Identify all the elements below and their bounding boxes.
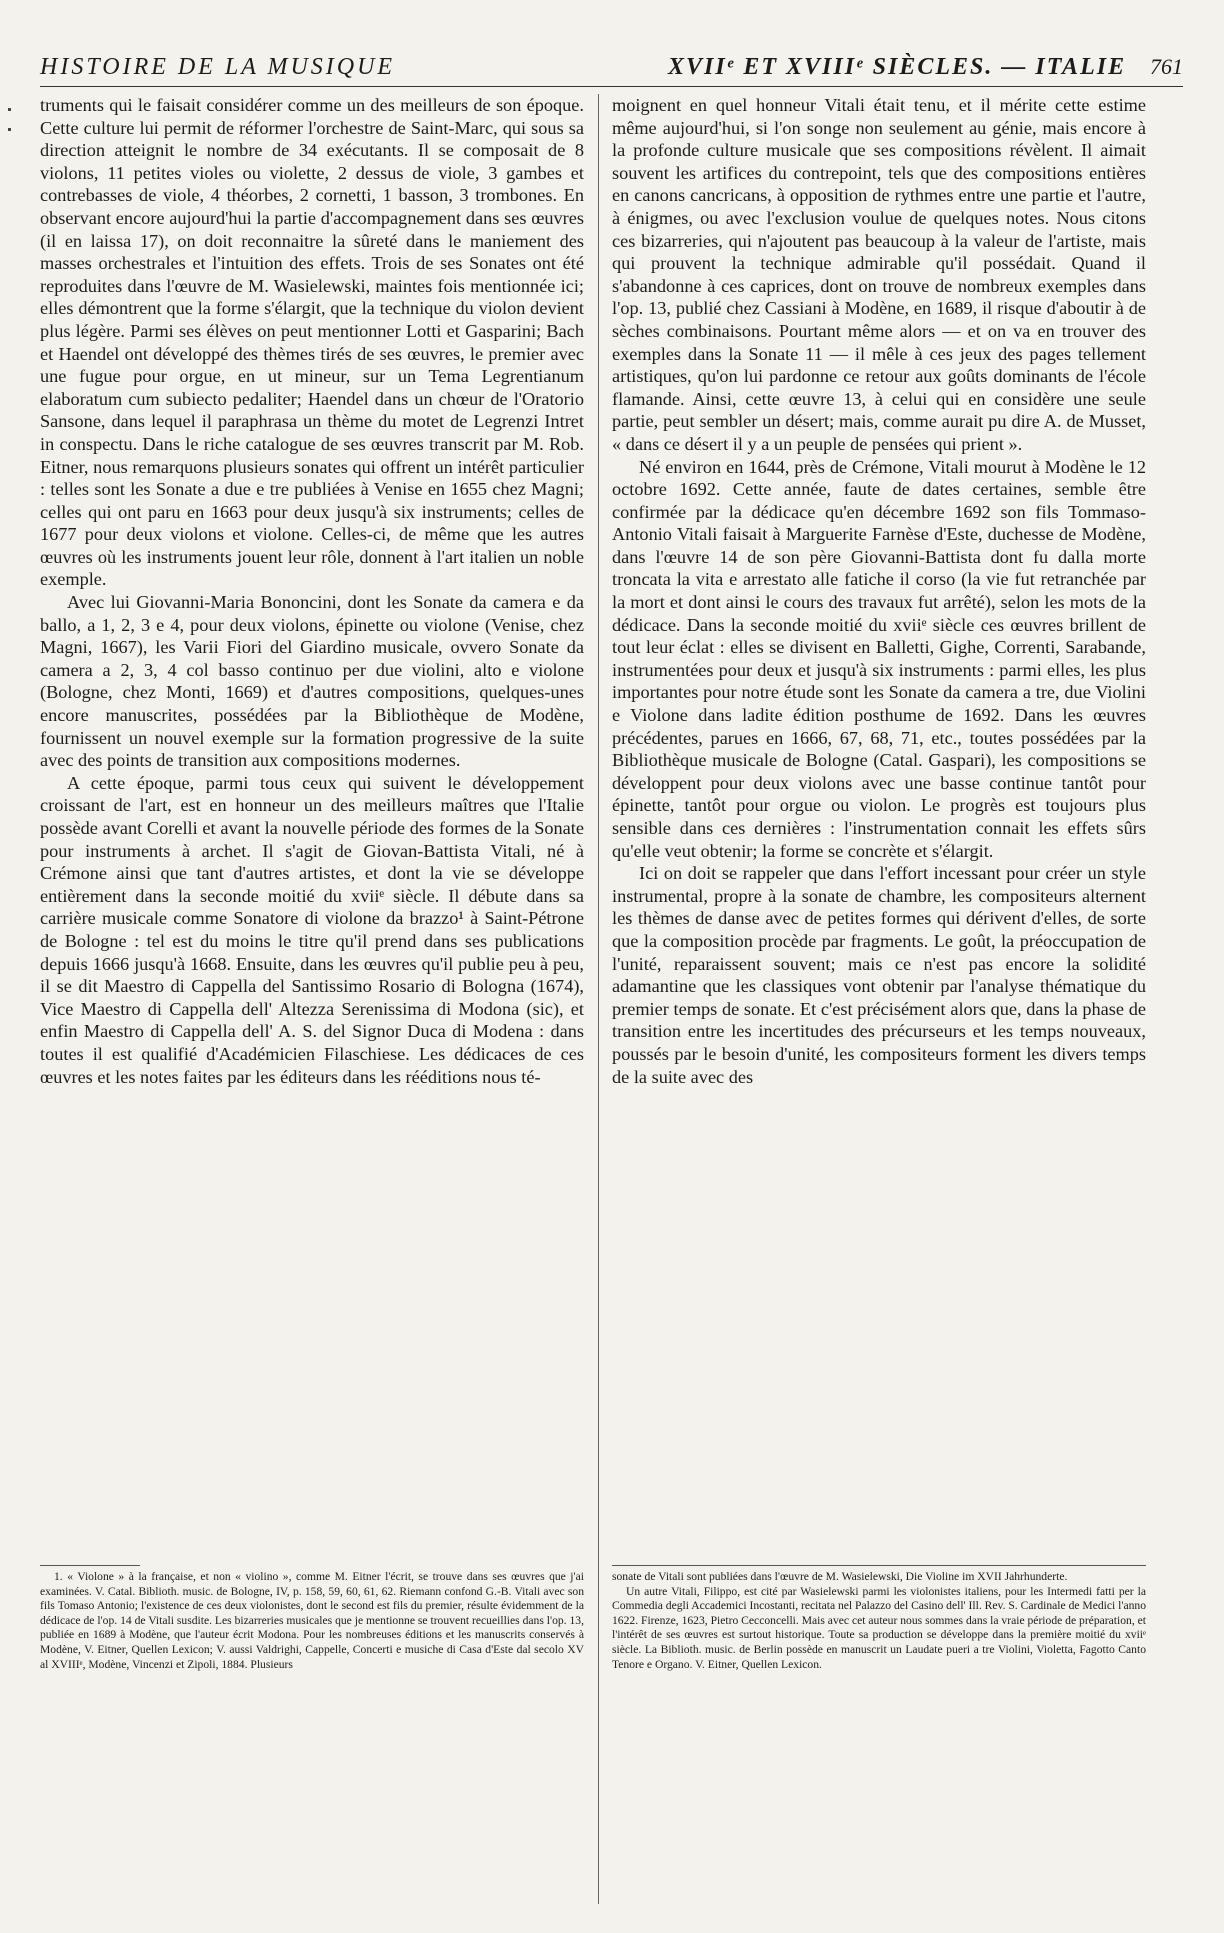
left-column — [40, 94, 584, 1088]
footnote-rule — [40, 1565, 140, 1566]
column-divider — [598, 94, 599, 1904]
paragraph: moignent en quel honneur Vitali était tenu, et il mérite cette estime même aujourd'hui, si l'on songe non seulement au génie, mais encore à la profonde culture musicale que ses compositions révèlent. Il aimait souvent les artifices du contrepoint, tels que des compositions entières en canons cancricans, à opposition de rythmes entre une partie et l'autre, à énigmes, ou avec l'exclusion voulue de quelques notes. Nous citons ces bizarreries, qui n'ajoutent pas beaucoup à la valeur de l'artiste, mais qui prouvent la technique admirable qu'il possédait. Quand il s'abandonne à ces caprices, dont on trouve de nombreux exemples dans l'op. 13, publié chez Cassiani à Modène, en 1689, il risque d'aboutir à de sèches combinaisons. Pourtant même alors — et on va en trouver des exemples dans la Sonate 11 — il mêle à ces jeux des pages tellement artistiques, qu'on lui pardonne ce retour aux goûts dominants de l'école flamande. Ainsi, cette œuvre 13, à celui qui en considère une seule partie, peut sembler un désert; mais, comme aurait pu dire A. de Musset, « dans ce désert il y a un peuple de pensées qui prient ». — [612, 95, 1146, 454]
paragraph: Ici on doit se rappeler que dans l'effort incessant pour créer un style instrumental, propre à la sonate de chambre, les compositeurs alternent les thèmes de danse avec de petites formes qui dérivent d'elles, de sorte que la composition procède par fragments. Le goût, la préoccupation de l'unité, reparaissent souvent; mais ce n'est pas encore la solidité adamantine que les classiques vont obtenir par l'analyse thématique du premier temps de sonate. Et c'est précisément alors que, dans la phase de transition entre les incertitudes des précurseurs et les temps nouveaux, poussés par le besoin d'unité, les compositeurs forment les divers temps de la suite avec des — [612, 863, 1146, 1087]
right-column — [612, 94, 1146, 1088]
footnote-text: Un autre Vitali, Filippo, est cité par Wasielewski parmi les violonistes italiens, pour les Intermedi fatti per la Commedia degli Accademici Incostanti, recitata nel Palazzo del Casino dell' Ill. Rev. S. Cardinale de Medici l'anno 1622. Firenze, 1623, Pietro Cecconcelli. Mais avec cet auteur nous sommes dans la vraie période de préparation, et l'intérêt de ses œuvres est surtout historique. Toute sa production se développe dans la première moitié du xviiᵉ siècle. La Biblioth. music. de Berlin possède en manuscrit un Laudate pueri a tre Violini, Violetta, Fagotto Canto Tenore e Organo. V. Eitner, Quellen Lexicon. — [612, 1584, 1146, 1671]
margin-mark — [8, 108, 11, 111]
running-header — [40, 52, 1183, 87]
footnote-left — [40, 1570, 584, 1672]
paragraph: Avec lui Giovanni-Maria Bononcini, dont les Sonate da camera e da ballo, a 1, 2, 3 e 4, pour deux violons, épinette ou violone (Venise, chez Magni, 1667), les Varii Fiori del Giardino musicale, ovvero Sonate da camera a 2, 3, 4 col basso continuo per due violini, alto e violone (Bologne, chez Monti, 1669) et d'autres compositions, quelques-unes encore manuscrites, possédées par la Bibliothèque de Modène, fournissent un nouvel exemple sur la formation progressive de la suite avec des points de transition aux compositions modernes. — [40, 592, 584, 771]
paragraph: Né environ en 1644, près de Crémone, Vitali mourut à Modène le 12 octobre 1692. Cette année, faute de dates certaines, semble être confirmée par la dédicace qu'en décembre 1692 son fils Tommaso-Antonio Vitali faisait à Marguerite Farnèse d'Este, duchesse de Modène, dans l'œuvre 14 de son père Giovanni-Battista dont fu dalla morte troncata la vita e arrestato alle fatiche il corso (la vie fut retranchée par la mort et dont ainsi le cours des travaux fut arrêté), selon les mots de la dédicace. Dans la seconde moitié du xviiᵉ siècle ces œuvres brillent de tout leur éclat : elles se divisent en Balletti, Gighe, Correnti, Sarabande, instrumentées pour deux et jusqu'à six instruments : parmi elles, les plus importantes pour notre étude sont les Sonate da camera a tre, due Violini e Violone dans ladite édition posthume de 1692. Dans les œuvres précédentes, parues en 1666, 67, 68, 71, etc., toutes possédées par la Bibliothèque musicale de Bologne (Catal. Gaspari), les compositions se développent pour deux violons avec une basse continue tantôt pour épinette, tantôt pour orgue ou violon. Le progrès est toujours plus sensible dans ces dernières : l'instrumentation connait les effets sûrs qu'elle veut obtenir; la forme se concrète et s'élargit. — [612, 456, 1146, 861]
paragraph: truments qui le faisait considérer comme un des meilleurs de son époque. Cette culture lui permit de réformer l'orchestre de Saint-Marc, qui sous sa direction atteignit le nombre de 34 exécutants. Il se composait de 8 violons, 11 petites violes ou violette, 2 dessus de viole, 3 gambes et contrebasses de viole, 4 théorbes, 2 cornetti, 1 basson, 3 trombones. En observant encore aujourd'hui la partie d'accompagnement dans ses œuvres (il en laissa 17), on doit reconnaitre la sûreté dans le maniement des masses orchestrales et l'intuition des effets. Trois de ses Sonates ont été reproduites dans l'œuvre de M. Wasielewski, maintes fois mentionnée ici; elles démontrent que la forme s'élargit, que la technique du violon devient plus légère. Parmi ses élèves on peut mentionner Lotti et Gasparini; Bach et Haendel ont développé des thèmes tirés de ses œuvres, le premier avec une fugue pour orgue, en ut mineur, sur un Tema Legrentianum elaboratum cum subiecto pedaliter; Haendel dans un chœur de l'Oratorio Sansone, dans lequel il paraphrasa un thème du motet de Legrenzi Intret in conspectu. Dans le riche catalogue de ses œuvres transcrit par M. Rob. Eitner, nous remarquons plusieurs sonates qui offrent un intérêt particulier : telles sont les Sonate a due e tre publiées à Venise en 1655 chez Magni; celles qui ont paru en 1663 pour deux jusqu'à six instruments; celles de 1677 pour deux violons et violone. Celles-ci, de même que les autres œuvres où les instruments jouent leur rôle, donnent à l'art italien un noble exemple. — [40, 95, 584, 590]
page-number: 761 — [1150, 54, 1183, 79]
paragraph: A cette époque, parmi tous ceux qui suivent le développement croissant de l'art, est en honneur un des meilleurs maîtres que l'Italie possède avant Corelli et avant la nouvelle période des formes de la Sonate pour instruments à archet. Il s'agit de Giovan-Battista Vitali, né à Crémone ainsi que tant d'autres artistes, et dont la vie se développe entièrement dans la seconde moitié du xviiᵉ siècle. Il débute dans sa carrière musicale comme Sonatore di violone da brazzo¹ à Saint-Pétrone de Bologne : tel est du moins le titre qu'il prend dans ses publications depuis 1666 jusqu'à 1668. Ensuite, dans les œuvres qu'il publie peu à peu, il se dit Maestro di Cappella del Santissimo Rosario di Bologna (1674), Vice Maestro di Cappella dell' Altezza Serenissima di Modona (sic), et enfin Maestro di Cappella dell' A. S. del Signor Duca di Modena : dans toutes il est qualifié d'Académicien Filaschiese. Les dédicaces de ces œuvres et les notes faites par les éditeurs dans les rééditions nous té- — [40, 772, 584, 1087]
header-title: HISTOIRE DE LA MUSIQUE — [40, 54, 396, 80]
header-section: XVIIᵉ ET XVIIIᵉ SIÈCLES. — ITALIE — [668, 54, 1127, 80]
footnote-right — [612, 1570, 1146, 1672]
margin-mark — [8, 128, 11, 131]
footnote-rule — [612, 1565, 1146, 1566]
footnote-text: 1. « Violone » à la française, et non « violino », comme M. Eitner l'écrit, se trouve dans ses œuvres que j'ai examinées. V. Catal. Biblioth. music. de Bologne, IV, p. 158, 59, 60, 61, 62. Riemann confond G.-B. Vitali avec son fils Tomaso Antonio; l'existence de ces deux violonistes, dont le second est fils du premier, résulte évidemment de la dédicace de l'op. 14 de Vitali susdite. Les bizarreries musicales que je mentionne se trouvent recueillies dans l'op. 13, publiée en 1689 à Modène, que l'auteur écrit Modona. Pour les nombreuses éditions et les manuscrits conservés à Modène, V. Eitner, Quellen Lexicon; V. aussi Valdrighi, Cappelle, Concerti e musiche di Casa d'Este dal secolo XV al XVIIIᵉ, Modène, Vincenzi et Zipoli, 1884. Plusieurs — [40, 1570, 584, 1671]
footnote-text: sonate de Vitali sont publiées dans l'œuvre de M. Wasielewski, Die Violine im XVII Jahrhunderte. — [612, 1570, 1068, 1583]
